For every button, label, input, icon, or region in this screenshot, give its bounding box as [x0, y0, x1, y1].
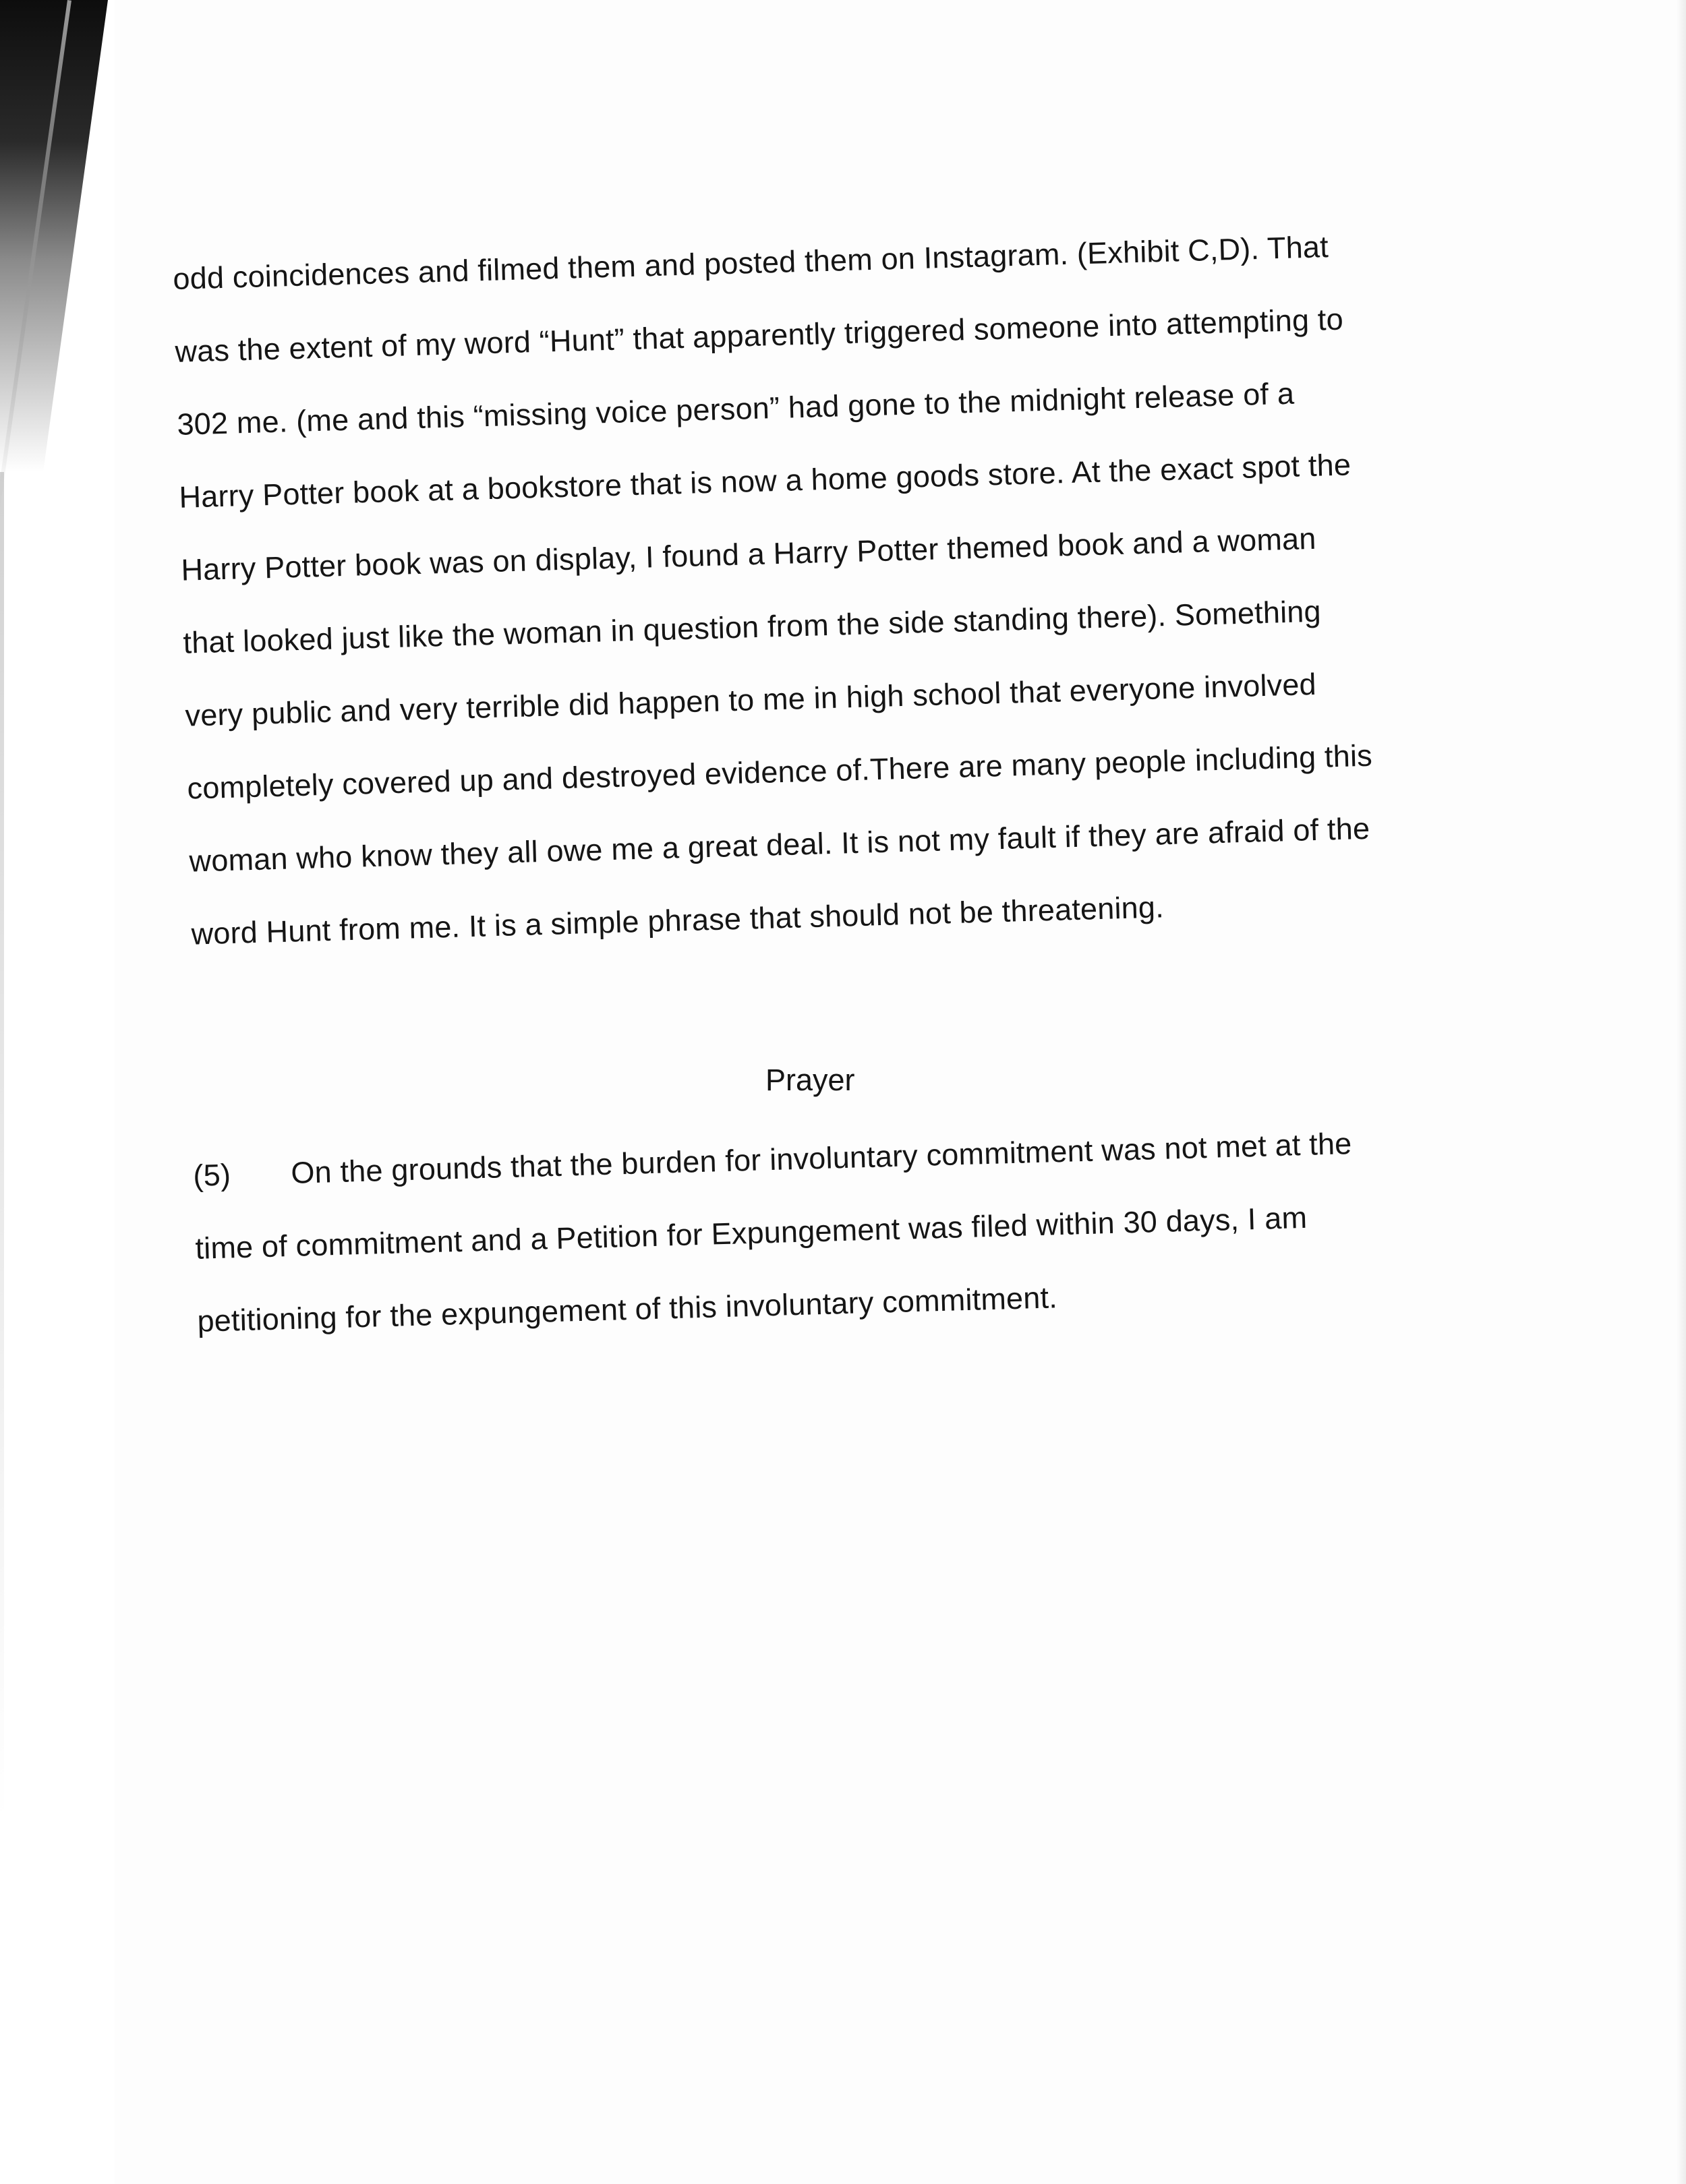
paragraph-line: 302 me. (me and this “missing voice person” had gone to the midnight release of a — [176, 376, 1295, 442]
prayer-line: time of commitment and a Petition for Expungement was filed within 30 days, I am — [194, 1200, 1308, 1266]
paragraph-line: woman who know they all owe me a great deal. It is not my fault if they are afraid of the — [188, 810, 1370, 879]
paragraph-line: that looked just like the woman in question from the side standing there). Something — [182, 593, 1322, 660]
body-paragraph — [172, 208, 1459, 971]
prayer-line: petitioning for the expungement of this involuntary commitment. — [196, 1280, 1058, 1338]
paragraph-number: (5) — [192, 1157, 231, 1193]
page-right-edge — [1677, 0, 1686, 2184]
scan-edge — [0, 472, 4, 1821]
paragraph-line: was the extent of my word “Hunt” that apparently triggered someone into attempting to — [174, 301, 1344, 369]
paragraph-line: word Hunt from me. It is a simple phrase that should not be threatening. — [190, 889, 1165, 951]
paragraph-line: completely covered up and destroyed evidence of.There are many people including this — [186, 738, 1373, 806]
paragraph-line: very public and very terrible did happen to me in high school that everyone involved — [184, 666, 1317, 733]
paragraph-line: Harry Potter book at a bookstore that is now a home goods store. At the exact spot the — [178, 447, 1351, 514]
prayer-line-text: On the grounds that the burden for involuntary commitment was not met at the — [290, 1126, 1353, 1190]
paragraph-line: odd coincidences and filmed them and posted them on Instagram. (Exhibit C,D). That — [172, 229, 1329, 296]
section-heading: Prayer — [765, 1063, 855, 1097]
prayer-paragraph — [192, 1104, 1465, 1358]
paragraph-line: Harry Potter book was on display, I found a Harry Potter themed book and a woman — [180, 521, 1317, 587]
